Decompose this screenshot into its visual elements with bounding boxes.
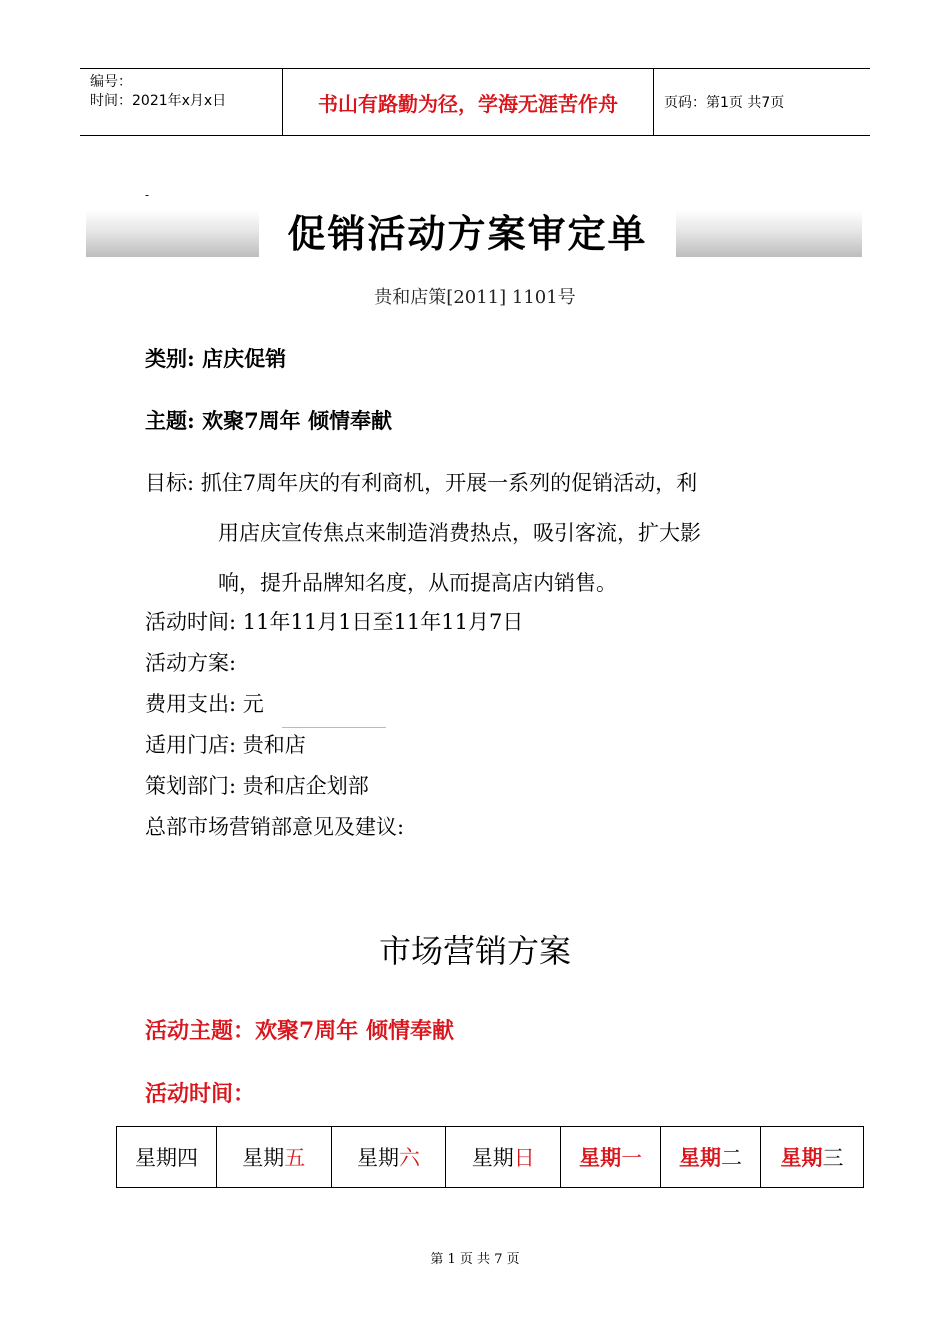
section-title: 市场营销方案: [378, 932, 571, 970]
time-label: 时间：2021年x月x日: [90, 93, 227, 109]
header-motto: 书山有路勤为径，学海无涯苦作舟: [282, 69, 654, 135]
header-meta: [80, 69, 282, 135]
weekday-cell: [331, 1127, 446, 1188]
field-goal-line-1: 目标: 抓住7周年庆的有利商机，开展一系列的促销活动，利: [145, 471, 698, 495]
weekday-cell: [446, 1127, 561, 1188]
activity-theme: 活动主题：欢聚7周年 倾情奉献: [145, 1018, 454, 1044]
table-row: [117, 1127, 864, 1188]
weekday-cell: [216, 1127, 331, 1188]
header-page-info: 页码：第1页 共7页: [664, 95, 785, 111]
field-opinion: 总部市场营销部意见及建议:: [145, 815, 405, 839]
weekday-suffix: 六: [399, 1146, 421, 1170]
weekday-prefix: 星期: [242, 1146, 285, 1170]
weekday-cell: [761, 1127, 864, 1188]
field-dept: 策划部门: 贵和店企划部: [145, 774, 369, 798]
field-plan: 活动方案:: [145, 651, 237, 675]
field-cost: 费用支出: 元: [145, 692, 264, 716]
weekday-suffix: 二: [721, 1146, 743, 1170]
field-store: 适用门店: 贵和店: [145, 733, 306, 757]
field-goal-line-3: 响，提升品牌知名度，从而提高店内销售。: [218, 571, 617, 595]
weekday-suffix: 一: [621, 1146, 643, 1170]
activity-time-label: 活动时间：: [145, 1081, 256, 1107]
field-theme: 主题: 欢聚7周年 倾情奉献: [145, 408, 392, 433]
weekday-cell: [661, 1127, 761, 1188]
number-label: 编号：: [90, 74, 132, 90]
weekday-prefix: 星期: [579, 1146, 622, 1170]
page-title: 促销活动方案审定单: [287, 212, 648, 256]
field-goal-line-2: 用店庆宣传焦点来制造消费热点，吸引客流，扩大影: [218, 521, 701, 545]
title-band-right: [676, 210, 862, 257]
weekday-prefix: 星期: [471, 1146, 514, 1170]
weekday-suffix: 三: [822, 1146, 844, 1170]
weekday-prefix: 星期: [679, 1146, 722, 1170]
weekday-cell: [561, 1127, 661, 1188]
title-band-left: [86, 210, 259, 257]
field-time: 活动时间: 11年11月1日至11年11月7日: [145, 610, 524, 634]
weekday-prefix: 星期: [357, 1146, 400, 1170]
field-category: 类别: 店庆促销: [145, 346, 287, 371]
weekday-suffix: 五: [284, 1146, 306, 1170]
weekday-suffix: 日: [513, 1146, 535, 1170]
weekday-prefix: 星期: [134, 1146, 177, 1170]
weekday-suffix: 四: [176, 1146, 198, 1170]
cost-underline: [282, 727, 386, 728]
weekday-table: [116, 1126, 864, 1188]
page-header: [80, 68, 870, 136]
document-number: 贵和店策[2011] 1101号: [374, 287, 576, 308]
weekday-cell: [117, 1127, 217, 1188]
page-footer: 第 1 页 共 7 页: [430, 1252, 520, 1267]
dash-mark: -: [145, 188, 150, 202]
weekday-prefix: 星期: [780, 1146, 823, 1170]
